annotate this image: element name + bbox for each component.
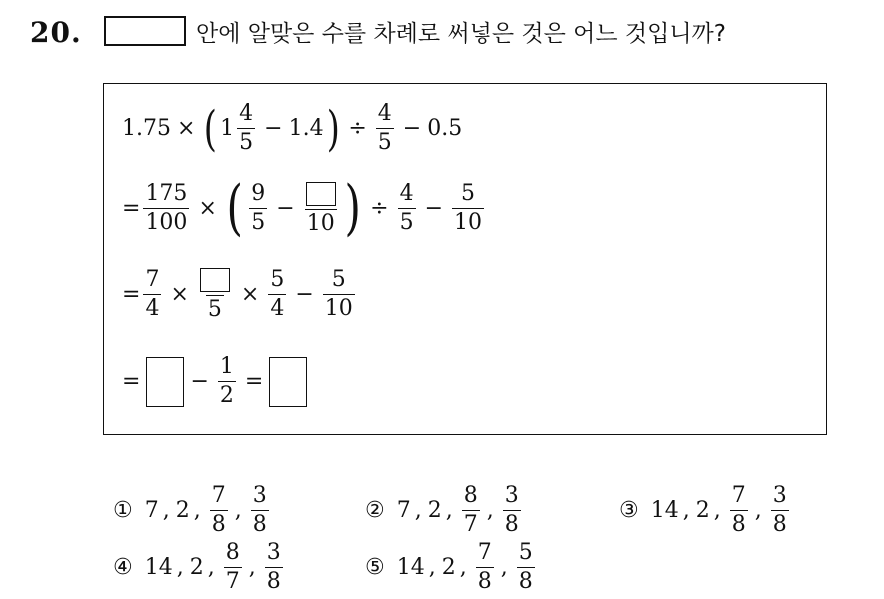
numerator: 175 bbox=[145, 180, 188, 206]
denominator: 10 bbox=[454, 209, 483, 235]
operator: × bbox=[176, 116, 196, 141]
fraction bbox=[210, 485, 228, 536]
choice-value: 2 bbox=[189, 555, 204, 580]
operator: × bbox=[170, 282, 189, 307]
fraction bbox=[198, 268, 232, 321]
denominator: 8 bbox=[504, 512, 519, 537]
choice-value: 7 bbox=[396, 498, 411, 523]
fraction bbox=[251, 485, 269, 536]
blank-box-legend bbox=[104, 16, 186, 46]
paren-open: ( bbox=[226, 173, 243, 243]
numerator: 7 bbox=[477, 540, 492, 565]
fraction bbox=[265, 542, 283, 593]
operator: ÷ bbox=[370, 195, 389, 221]
denominator: 5 bbox=[239, 130, 254, 155]
equals-sign: = bbox=[244, 369, 264, 394]
answer-blank-box[interactable] bbox=[200, 268, 230, 292]
numerator: 4 bbox=[239, 101, 254, 126]
fraction bbox=[143, 180, 189, 235]
denominator: 4 bbox=[270, 296, 285, 321]
numerator: 5 bbox=[518, 540, 533, 565]
fraction bbox=[376, 103, 394, 154]
numerator: 5 bbox=[461, 180, 476, 206]
value: 1.75 bbox=[122, 116, 171, 141]
choice-3[interactable] bbox=[619, 485, 792, 536]
choice-value: 2 bbox=[175, 498, 190, 523]
numerator-blank bbox=[304, 182, 338, 209]
numerator: 3 bbox=[252, 483, 267, 508]
choice-value: 14 bbox=[650, 498, 679, 523]
operator: × bbox=[240, 282, 260, 307]
answer-blank-box[interactable] bbox=[146, 357, 184, 407]
denominator: 8 bbox=[772, 512, 787, 537]
numerator: 3 bbox=[504, 483, 519, 508]
value: 1.4 bbox=[288, 116, 324, 141]
fraction bbox=[771, 485, 789, 536]
denominator: 8 bbox=[266, 569, 281, 594]
choice-value: 14 bbox=[144, 555, 173, 580]
fraction bbox=[452, 180, 484, 235]
fraction bbox=[323, 269, 355, 320]
separator: , bbox=[445, 498, 453, 523]
numerator-blank bbox=[198, 268, 232, 295]
fraction bbox=[268, 269, 286, 320]
denominator: 8 bbox=[731, 512, 746, 537]
answer-blank-box[interactable] bbox=[306, 182, 336, 206]
work-line-3 bbox=[122, 268, 358, 321]
paren-close: ) bbox=[326, 100, 340, 157]
answer-blank-box[interactable] bbox=[269, 357, 307, 407]
numerator: 1 bbox=[219, 354, 234, 379]
fraction bbox=[462, 485, 480, 536]
choice-number: ① bbox=[113, 498, 133, 523]
numerator: 4 bbox=[377, 101, 392, 126]
work-line-2 bbox=[122, 173, 487, 243]
choice-number: ② bbox=[365, 498, 385, 523]
question-number: 20. bbox=[30, 16, 82, 49]
fraction bbox=[249, 180, 267, 235]
denominator: 5 bbox=[377, 130, 392, 155]
separator: , bbox=[234, 498, 242, 523]
operator: − bbox=[264, 116, 283, 141]
choice-1[interactable] bbox=[113, 485, 272, 536]
denominator: 8 bbox=[211, 512, 226, 537]
denominator: 4 bbox=[145, 296, 160, 321]
operator: ÷ bbox=[348, 116, 367, 141]
fraction bbox=[237, 103, 255, 154]
choice-value: 2 bbox=[427, 498, 442, 523]
fraction bbox=[476, 542, 494, 593]
choice-value: 2 bbox=[695, 498, 710, 523]
separator: , bbox=[682, 498, 690, 523]
fraction bbox=[503, 485, 521, 536]
separator: , bbox=[414, 498, 422, 523]
separator: , bbox=[486, 498, 494, 523]
denominator: 100 bbox=[145, 209, 188, 235]
choice-5[interactable] bbox=[365, 542, 538, 593]
equals-sign: = bbox=[122, 195, 141, 221]
fraction bbox=[218, 356, 236, 407]
operator: − bbox=[295, 282, 314, 307]
denominator: 7 bbox=[225, 569, 240, 594]
paren-close: ) bbox=[344, 173, 361, 243]
equals-sign: = bbox=[122, 282, 141, 307]
choice-number: ⑤ bbox=[365, 555, 385, 580]
operator: × bbox=[198, 195, 217, 221]
choice-2[interactable] bbox=[365, 485, 524, 536]
numerator: 8 bbox=[463, 483, 478, 508]
mixed-whole: 1 bbox=[220, 116, 235, 141]
separator: , bbox=[248, 555, 256, 580]
numerator: 7 bbox=[731, 483, 746, 508]
paren-open: ( bbox=[204, 100, 218, 157]
operator: − bbox=[424, 195, 444, 221]
denominator: 8 bbox=[477, 569, 492, 594]
denominator: 5 bbox=[207, 297, 222, 322]
choice-4[interactable] bbox=[113, 542, 286, 593]
separator: , bbox=[207, 555, 215, 580]
choice-value: 7 bbox=[144, 498, 159, 523]
numerator: 8 bbox=[225, 540, 240, 565]
numerator: 3 bbox=[266, 540, 281, 565]
operator: − bbox=[276, 195, 295, 221]
denominator: 2 bbox=[219, 383, 234, 408]
separator: , bbox=[459, 555, 467, 580]
numerator: 7 bbox=[211, 483, 226, 508]
separator: , bbox=[713, 498, 721, 523]
choice-number: ③ bbox=[619, 498, 639, 523]
numerator: 7 bbox=[145, 267, 160, 292]
separator: , bbox=[754, 498, 762, 523]
denominator: 5 bbox=[399, 209, 414, 235]
equals-sign: = bbox=[122, 369, 141, 394]
fraction bbox=[224, 542, 242, 593]
denominator: 8 bbox=[518, 569, 533, 594]
numerator: 5 bbox=[270, 267, 285, 292]
denominator: 8 bbox=[252, 512, 267, 537]
denominator: 10 bbox=[324, 296, 353, 321]
separator: , bbox=[193, 498, 201, 523]
fraction bbox=[304, 182, 338, 235]
denominator: 5 bbox=[251, 209, 266, 235]
value: 0.5 bbox=[427, 116, 463, 141]
work-line-4 bbox=[122, 356, 307, 407]
numerator: 9 bbox=[251, 180, 266, 206]
operator: − bbox=[190, 369, 209, 394]
operator: − bbox=[402, 116, 422, 141]
numerator: 3 bbox=[772, 483, 787, 508]
question-text: 안에 알맞은 수를 차례로 써넣은 것은 어느 것입니까? bbox=[196, 21, 726, 47]
denominator: 7 bbox=[463, 512, 478, 537]
denominator: 10 bbox=[306, 210, 335, 236]
numerator: 4 bbox=[399, 180, 414, 206]
separator: , bbox=[500, 555, 508, 580]
choice-value: 14 bbox=[396, 555, 425, 580]
fraction bbox=[517, 542, 535, 593]
choice-value: 2 bbox=[441, 555, 456, 580]
fraction bbox=[730, 485, 748, 536]
fraction bbox=[398, 180, 416, 235]
separator: , bbox=[428, 555, 436, 580]
fraction bbox=[143, 269, 161, 320]
choice-number: ④ bbox=[113, 555, 133, 580]
separator: , bbox=[176, 555, 184, 580]
work-line-1 bbox=[122, 100, 463, 157]
numerator: 5 bbox=[331, 267, 346, 292]
separator: , bbox=[162, 498, 170, 523]
